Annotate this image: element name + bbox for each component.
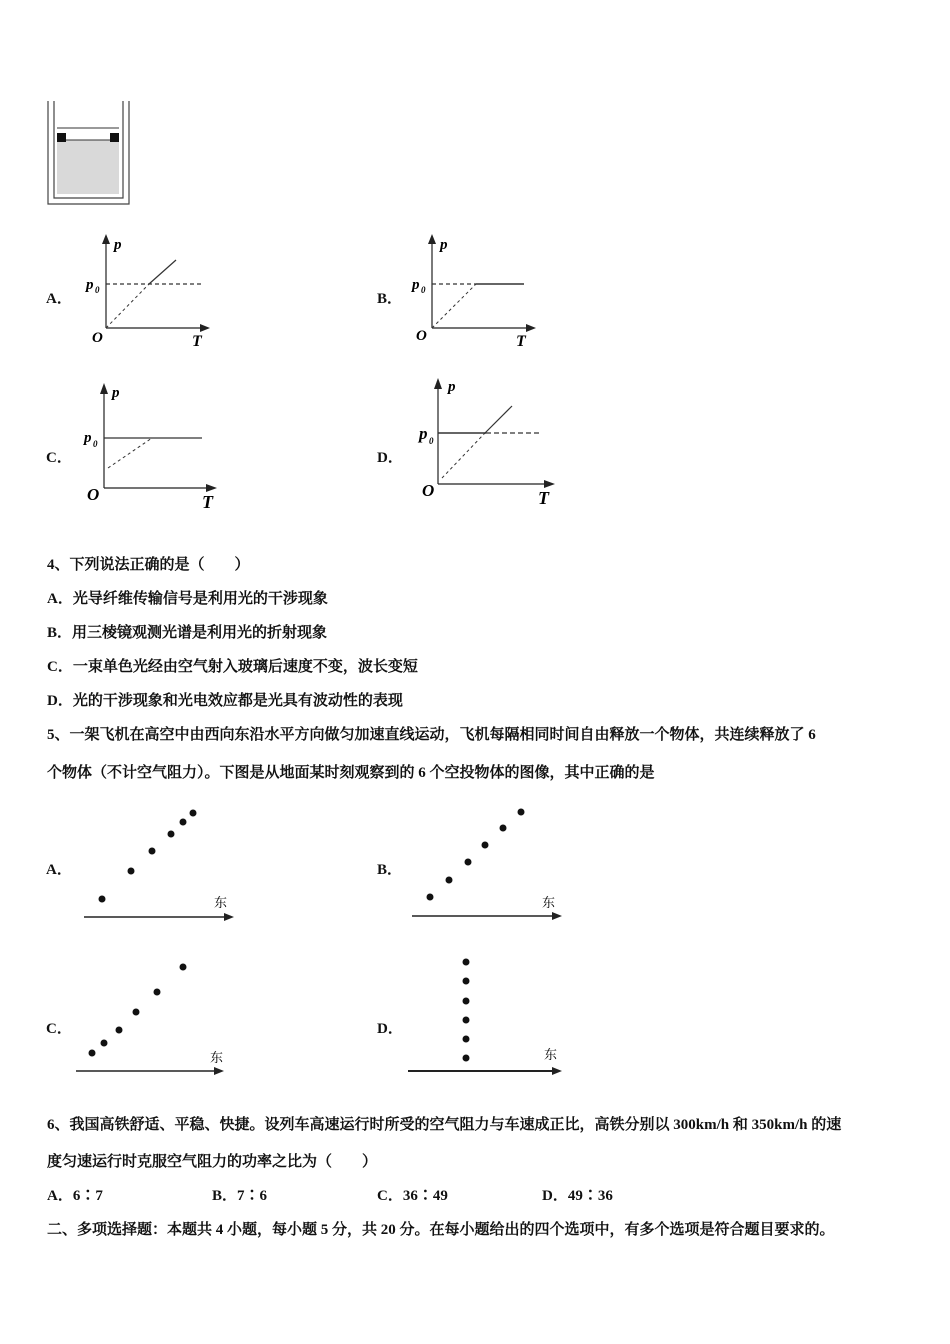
q5-option-b-label[interactable]: B． — [377, 862, 403, 878]
object-dot — [101, 1040, 108, 1047]
p-axis-label: p — [112, 385, 120, 401]
q4-option-c[interactable]: C．一束单色光经由空气射入玻璃后速度不变，波长变短 — [47, 659, 418, 675]
object-dot — [168, 831, 175, 838]
solid-segment — [484, 406, 512, 434]
t-axis-label: T — [202, 492, 213, 512]
x-axis-arrow — [544, 480, 555, 488]
stop-left — [57, 133, 66, 142]
q3-option-a-label[interactable]: A． — [46, 291, 72, 307]
q5-option-c-label[interactable]: C． — [46, 1021, 72, 1037]
p0-subscript: 0 — [95, 285, 100, 295]
object-dot — [463, 1055, 470, 1062]
q5-stem-line2: 个物体（不计空气阻力）。下图是从地面某时刻观察到的 6 个空投物体的图像，其中正确的是 — [47, 765, 655, 781]
object-dot — [133, 1009, 140, 1016]
east-label: 东 — [210, 1051, 224, 1066]
t-axis-label: T — [538, 488, 549, 508]
p0-subscript: 0 — [429, 436, 434, 446]
origin-label: O — [422, 481, 435, 500]
dashed-segment — [106, 284, 149, 328]
section2-heading: 二、多项选择题：本题共 4 小题，每小题 5 分，共 20 分。在每小题给出的四个选项中，有多个选项是符合题目要求的。 — [47, 1222, 835, 1238]
object-dot — [465, 859, 472, 866]
object-dot — [463, 998, 470, 1005]
p0-subscript: 0 — [93, 439, 98, 449]
p0-subscript: 0 — [421, 285, 426, 295]
q4-option-b[interactable]: B．用三棱镜观测光谱是利用光的折射现象 — [47, 625, 328, 641]
q6-stem-line2: 度匀速运行时克服空气阻力的功率之比为（ ） — [47, 1154, 378, 1170]
object-dot — [518, 809, 525, 816]
cylinder-figure — [45, 98, 135, 208]
origin-label: O — [416, 328, 427, 344]
object-dot — [180, 964, 187, 971]
p-axis-label: p — [440, 237, 448, 253]
east-label: 东 — [214, 896, 228, 911]
dashed-segment — [108, 438, 152, 468]
p0-label: p — [419, 424, 428, 443]
object-dot — [180, 819, 187, 826]
q5-option-d-label[interactable]: D． — [377, 1021, 403, 1037]
q5-figure-c — [72, 958, 232, 1080]
t-axis-label: T — [192, 333, 202, 350]
q4-option-d[interactable]: D．光的干涉现象和光电效应都是光具有波动性的表现 — [47, 693, 403, 709]
y-axis-arrow — [428, 234, 436, 244]
object-dot — [99, 896, 106, 903]
q4-stem: 4、下列说法正确的是（ ） — [47, 557, 250, 573]
object-dot — [500, 825, 507, 832]
p0-label: p — [86, 277, 94, 293]
q3-option-d-label[interactable]: D． — [377, 450, 403, 466]
q4-option-a[interactable]: A．光导纤维传输信号是利用光的干涉现象 — [47, 591, 328, 607]
q3-graph-a — [80, 232, 220, 352]
dashed-segment — [442, 434, 484, 478]
q5-figure-b — [408, 803, 568, 925]
object-dot — [149, 848, 156, 855]
q6-option-c[interactable]: C．36∶49 — [377, 1188, 448, 1204]
object-dot — [482, 842, 489, 849]
p0-label: p — [412, 277, 420, 293]
ground-arrow — [552, 912, 562, 920]
object-dot — [154, 989, 161, 996]
q3-graph-d — [412, 374, 572, 514]
stop-right — [110, 133, 119, 142]
object-dot — [463, 978, 470, 985]
object-dot — [463, 1036, 470, 1043]
p-axis-label: p — [448, 379, 456, 395]
q5-stem-line1: 5、一架飞机在高空中由西向东沿水平方向做匀加速直线运动，飞机每隔相同时间自由释放一个物体，共连续释放了 6 — [47, 727, 816, 743]
p0-label: p — [84, 430, 92, 446]
x-axis-arrow — [206, 484, 217, 492]
origin-label: O — [92, 330, 103, 346]
q5-figure-a — [80, 805, 240, 925]
x-axis-arrow — [526, 324, 536, 332]
x-axis-arrow — [200, 324, 210, 332]
object-dot — [427, 894, 434, 901]
q6-stem-line1: 6、我国高铁舒适、平稳、快捷。设列车高速运行时所受的空气阻力与车速成正比，高铁分别以 300km/h 和 350km/h 的速 — [47, 1117, 842, 1133]
east-label: 东 — [542, 896, 556, 911]
q5-figure-d — [404, 950, 569, 1080]
object-dot — [128, 868, 135, 875]
q6-option-d[interactable]: D．49∶36 — [542, 1188, 613, 1204]
object-dot — [463, 959, 470, 966]
gas-region — [57, 140, 119, 194]
p-axis-label: p — [114, 237, 122, 253]
object-dot — [446, 877, 453, 884]
q3-graph-b — [406, 232, 546, 352]
object-dot — [89, 1050, 96, 1057]
q6-option-a[interactable]: A．6∶7 — [47, 1188, 103, 1204]
q3-option-c-label[interactable]: C． — [46, 450, 72, 466]
q6-option-b[interactable]: B．7∶6 — [212, 1188, 268, 1204]
object-dot — [463, 1017, 470, 1024]
y-axis-arrow — [434, 378, 442, 389]
object-dot — [190, 810, 197, 817]
y-axis-arrow — [102, 234, 110, 244]
ground-arrow — [552, 1067, 562, 1075]
y-axis-arrow — [100, 383, 108, 394]
object-dot — [116, 1027, 123, 1034]
ground-arrow — [214, 1067, 224, 1075]
east-label: 东 — [544, 1048, 558, 1063]
solid-segment — [149, 260, 176, 284]
q3-graph-c — [78, 380, 228, 515]
ground-arrow — [224, 913, 234, 921]
origin-label: O — [87, 485, 100, 504]
q3-option-b-label[interactable]: B． — [377, 291, 403, 307]
t-axis-label: T — [516, 333, 526, 350]
dashed-segment — [432, 284, 476, 328]
q5-option-a-label[interactable]: A． — [46, 862, 72, 878]
